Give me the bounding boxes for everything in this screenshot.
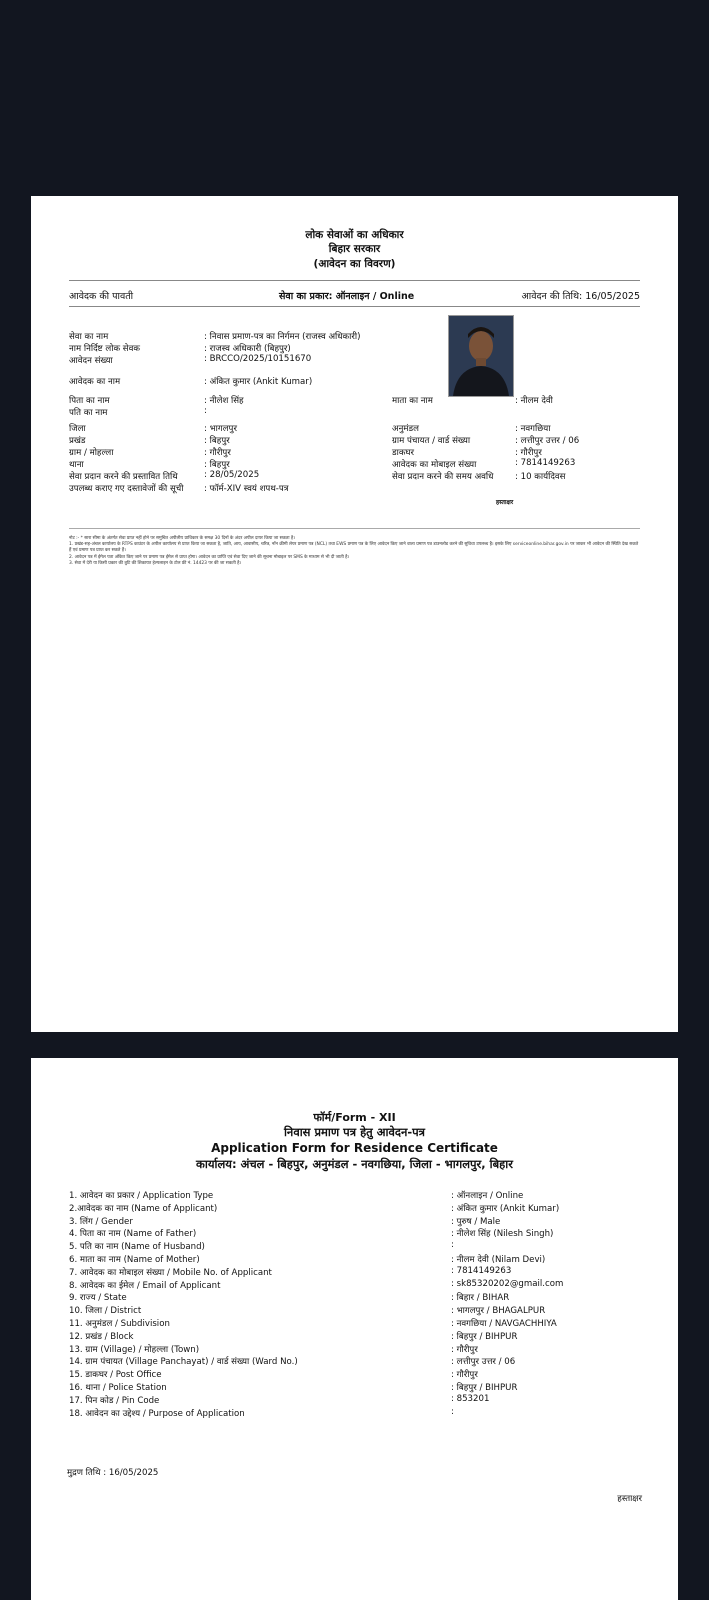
- form-field-row: [69, 1227, 658, 1240]
- address-label: जिला: [69, 424, 86, 434]
- address-value: : गौरीपुर: [515, 448, 542, 458]
- note-line: 1. प्रखंड-सह-अंचल कार्यालय के RTPS काउंटर के अपील कार्यालय से प्राप्त किया जा सकता है, जाति, आय, आवासीय, चरित्र, नॉन क्रीमी लेयर प्रमाण पत्र (NCL) तथा EWS प्रमाण पत्र के लिए आवेदन किए जाने वाला प्रमाण पत्र डाउनलोड करने की सुविधा उपलब्ध है। इसके लिए serviceonline.bihar.gov.in पर जाकर भी आवेदन की स्थिति देख सकते हैं एवं प्रमाण पत्र प्राप्त कर सकते हैं।: [69, 542, 639, 554]
- form-title-english: Application Form for Residence Certificate: [211, 1141, 498, 1155]
- form-field-label: 11. अनुमंडल / Subdivision: [69, 1319, 170, 1329]
- divider: [69, 306, 640, 307]
- form-number: फॉर्म/Form - XII: [313, 1111, 396, 1124]
- header-line-2: बिहार सरकार: [328, 243, 381, 255]
- form-field-value: : sk85320202@gmail.com: [451, 1278, 564, 1289]
- applicant-name-value: : अंकित कुमार (Ankit Kumar): [204, 377, 313, 387]
- header-line-3: (आवेदन का विवरण): [313, 258, 396, 270]
- form-field-value: : 7814149263: [451, 1265, 512, 1276]
- detail-row: [69, 330, 640, 342]
- husband-value: :: [204, 406, 207, 416]
- form-field-row: [69, 1215, 658, 1228]
- address-label: ग्राम / मोहल्ला: [69, 448, 114, 458]
- address-row: [69, 446, 640, 458]
- service-type: सेवा का प्रकार: ऑनलाइन / Online: [279, 291, 415, 302]
- notes-section: [69, 536, 640, 567]
- address-value: : भागलपुर: [204, 424, 237, 434]
- address-value: : 7814149263: [515, 458, 576, 468]
- form-field-value: : लत्तीपुर उत्तर / 06: [451, 1357, 516, 1368]
- form-field-value: :: [451, 1240, 454, 1251]
- address-label: अनुमंडल: [392, 424, 419, 434]
- form-field-value: : भागलपुर / BHAGALPUR: [451, 1306, 546, 1317]
- note-line: 2. आवेदन पत्र में ईमेल पता अंकित किए जाने पर प्रमाण पत्र ईमेल से प्राप्त होगा। आवेदन का प्राप्ति एवं सेवा दिए जाने की सूचना मोबाइल पर SMS के माध्यम से भी दी जाती है।: [69, 554, 350, 560]
- form-field-value: : नीलम देवी (Nilam Devi): [451, 1255, 546, 1265]
- detail-row: [69, 354, 640, 366]
- form-field-label: 13. ग्राम (Village) / मोहल्ला (Town): [69, 1344, 200, 1355]
- form-field-row: [69, 1394, 658, 1407]
- form-field-label: 8. आवेदक का ईमेल / Email of Applicant: [69, 1280, 221, 1291]
- husband-label: पति का नाम: [69, 408, 108, 418]
- detail-value: : राजस्व अधिकारी (बिहपुर): [204, 344, 291, 354]
- form-field-row: [69, 1381, 658, 1394]
- parents-row: [69, 394, 640, 406]
- form-field-value: : ऑनलाइन / Online: [451, 1191, 524, 1201]
- address-value: : गौरीपुर: [204, 448, 231, 458]
- husband-row: [69, 406, 640, 418]
- address-label: आवेदक का मोबाइल संख्या: [392, 460, 477, 470]
- form-field-label: 9. राज्य / State: [69, 1293, 127, 1304]
- form-field-row: [69, 1330, 658, 1343]
- address-label: प्रखंड: [69, 436, 86, 446]
- form-field-row: [69, 1368, 658, 1381]
- address-value: : 28/05/2025: [204, 470, 260, 480]
- address-value: : लत्तीपुर उत्तर / 06: [515, 436, 580, 446]
- form-field-label: 15. डाकघर / Post Office: [69, 1370, 162, 1381]
- address-label: ग्राम पंचायत / वार्ड संख्या: [392, 436, 471, 446]
- receipt-label: आवेदक की पावती: [69, 291, 134, 302]
- address-value: : बिहपुर: [204, 460, 230, 470]
- receipt-page: [31, 196, 678, 1032]
- office-line: कार्यालय: अंचल - बिहपुर, अनुमंडल - नवगछिया, जिला - भागलपुर, बिहार: [196, 1157, 513, 1171]
- mother-value: : नीलम देवी: [515, 396, 553, 406]
- form-field-label: 18. आवेदन का उद्देश्य / Purpose of Application: [69, 1408, 245, 1419]
- form-field-row: [69, 1202, 658, 1215]
- form-field-row: [69, 1291, 658, 1304]
- address-row: [69, 434, 640, 446]
- applicant-name-label: आवेदक का नाम: [69, 377, 121, 387]
- form-field-label: 6. माता का नाम (Name of Mother): [69, 1255, 200, 1265]
- address-value: : 10 कार्यदिवस: [515, 472, 566, 482]
- mother-label: माता का नाम: [392, 396, 433, 406]
- divider: [69, 280, 640, 281]
- signature-label: हस्ताक्षर: [496, 499, 514, 506]
- detail-label: सेवा का नाम: [69, 332, 109, 342]
- divider: [69, 528, 640, 529]
- note-line: नोट :- * सारा सीमा के अंतर्गत सेवा प्राप्त नहीं होने पर समुचित अपीलीय प्राधिकार के समक्ष 30 दिनों के अंदर अपील दायर किया जा सकता है।: [69, 536, 295, 541]
- note-line: 3. सेवा में देरी या किसी प्रकार की त्रुटि की शिकायत हेल्पलाइन के टोल फ्री नं. 14423 पर की जा सकती है।: [69, 560, 242, 566]
- address-row: [69, 482, 640, 494]
- detail-label: नाम निर्दिष्ट लोक सेवक: [69, 344, 140, 354]
- form-field-value: : 853201: [451, 1393, 490, 1404]
- form-field-label: 14. ग्राम पंचायत (Village Panchayat) / वार्ड संख्या (Ward No.): [69, 1357, 298, 1368]
- form-field-row: [69, 1253, 658, 1266]
- form-field-value: : गौरीपुर: [451, 1344, 478, 1355]
- detail-value: : BRCCO/2025/10151670: [204, 354, 312, 364]
- signature-label: हस्ताक्षर: [617, 1494, 642, 1504]
- form-field-value: : पुरुष / Male: [451, 1216, 501, 1227]
- form-field-label: 2.आवेदक का नाम (Name of Applicant): [69, 1203, 218, 1214]
- form-field-label: 10. जिला / District: [69, 1306, 142, 1317]
- form-field-row: [69, 1355, 658, 1368]
- form-field-value: : अंकित कुमार (Ankit Kumar): [451, 1203, 560, 1214]
- application-date: आवेदन की तिथि: 16/05/2025: [521, 291, 640, 302]
- address-label: सेवा प्रदान करने की समय अवधि: [392, 472, 494, 482]
- form-field-value: : नवगछिया / NAVGACHHIYA: [451, 1319, 557, 1329]
- form-field-value: : नीलेश सिंह (Nilesh Singh): [451, 1229, 554, 1240]
- form-field-value: : बिहपुर / BIHPUR: [451, 1331, 518, 1342]
- form-title-hindi: निवास प्रमाण पत्र हेतु आवेदन-पत्र: [283, 1125, 426, 1139]
- address-label: सेवा प्रदान करने की प्रस्तावित तिथि: [69, 472, 178, 482]
- form-field-value: : गौरीपुर: [451, 1370, 478, 1381]
- form-field-row: [69, 1317, 658, 1330]
- address-label: उपलब्ध कराए गए दस्तावेजों की सूची: [69, 484, 184, 494]
- form-field-row: [69, 1407, 658, 1420]
- form-field-label: 5. पति का नाम (Name of Husband): [69, 1242, 205, 1253]
- form-field-row: [69, 1266, 658, 1279]
- form-field-label: 7. आवेदक का मोबाइल संख्या / Mobile No. of Applicant: [69, 1267, 272, 1278]
- form-field-row: [69, 1304, 658, 1317]
- detail-value: : निवास प्रमाण-पत्र का निर्गमन (राजस्व अधिकारी): [204, 332, 361, 342]
- father-value: : नीलेश सिंह: [204, 396, 244, 406]
- form-field-value: : बिहार / BIHAR: [451, 1293, 510, 1304]
- form-field-label: 3. लिंग / Gender: [69, 1216, 133, 1227]
- address-row: [69, 470, 640, 482]
- detail-label: आवेदन संख्या: [69, 356, 113, 366]
- detail-row: [69, 342, 640, 354]
- form-field-row: [69, 1343, 658, 1356]
- form-field-label: 16. थाना / Police Station: [69, 1383, 167, 1393]
- form-field-row: [69, 1279, 658, 1292]
- form-field-label: 4. पिता का नाम (Name of Father): [69, 1229, 197, 1240]
- address-value: : फॉर्म-XIV स्वयं शपथ-पत्र: [204, 484, 289, 494]
- form-field-label: 1. आवेदन का प्रकार / Application Type: [69, 1191, 214, 1201]
- print-date: मुद्रण तिथि : 16/05/2025: [67, 1468, 159, 1478]
- form-field-row: [69, 1240, 658, 1253]
- form-field-value: :: [451, 1406, 454, 1417]
- address-label: थाना: [69, 460, 84, 470]
- address-label: डाकघर: [392, 448, 415, 458]
- address-value: : नवगछिया: [515, 424, 551, 434]
- father-label: पिता का नाम: [69, 396, 110, 406]
- address-row: [69, 422, 640, 434]
- applicant-name-row: [69, 375, 640, 387]
- form-field-label: 17. पिन कोड / Pin Code: [69, 1395, 160, 1406]
- form-field-value: : बिहपुर / BIHPUR: [451, 1383, 518, 1393]
- header-line-1: लोक सेवाओं का अधिकार: [305, 229, 404, 241]
- address-row: [69, 458, 640, 470]
- address-value: : बिहपुर: [204, 436, 230, 446]
- form-field-label: 12. प्रखंड / Block: [69, 1331, 134, 1342]
- application-form-page: [31, 1058, 678, 1600]
- form-field-row: [69, 1189, 658, 1202]
